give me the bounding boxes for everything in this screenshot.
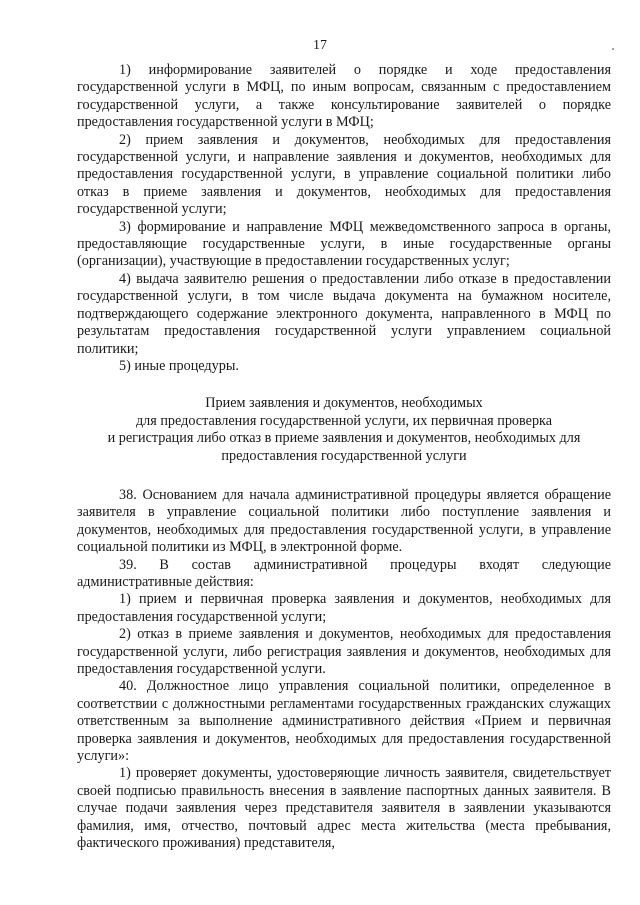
list-item-5: 5) иные процедуры.	[119, 357, 239, 374]
scan-speck	[612, 48, 614, 50]
heading-line-1: Прием заявления и документов, необходимых	[205, 395, 483, 412]
list-item-1: 1) информирование заявителей о порядке и ходе предоставления государственной услуги в МФЦ, по иным вопросам, связанным с предоставлением государственной услуги, а также консультирование заявителей о порядке предоставления государственной услуги в МФЦ;	[77, 62, 611, 131]
heading-line-3: и регистрация либо отказ в приеме заявления и документов, необходимых для	[107, 430, 581, 447]
list-item-3: 3) формирование и направление МФЦ межведомственного запроса в органы, предоставляющие государственные услуги, в иные государственные органы (организации), участвующие в предоставлении государственных услуг;	[77, 218, 611, 270]
heading-line-4: предоставления государственной услуги	[221, 447, 467, 464]
paragraph-40: 40. Должностное лицо управления социальной политики, определенное в соответствии с должностными регламентами государственных гражданских служащих ответственным за выполнение административного действия «Прием и первичная проверка заявления и документов, необходимых для предоставления государственной услуги»:	[77, 678, 611, 765]
paragraph-39-item-1: 1) прием и первичная проверка заявления и документов, необходимых для предоставления государственной услуги;	[77, 591, 611, 625]
document-body	[77, 62, 611, 852]
paragraph-38: 38. Основанием для начала административной процедуры является обращение заявителя в управление социальной политики либо поступление заявления и документов, необходимых для предоставления государственной услуги, в управление социальной политики из МФЦ, в электронной форме.	[77, 486, 611, 556]
heading-line-2: для предоставления государственной услуги, их первичная проверка	[135, 412, 553, 429]
list-item-2: 2) прием заявления и документов, необходимых для предоставления государственной услуги, и направление заявления и документов, необходимых для предоставления государственной услуги, в управление социальной политики либо отказ в приеме заявления и документов, необходимых для предоставления государственной услуги;	[77, 131, 611, 218]
page-number: 17	[313, 38, 327, 53]
list-item-4: 4) выдача заявителю решения о предоставлении либо отказе в предоставлении государственной услуги, в том числе выдача документа на бумажном носителе, подтверждающего содержание электронного документа, направленного в МФЦ по результатам предоставления государственной услуги управлением социальной политики;	[77, 270, 611, 357]
paragraph-39: 39. В состав административной процедуры входят следующие административные действия:	[77, 556, 611, 590]
section-heading	[77, 395, 611, 465]
paragraph-39-item-2: 2) отказ в приеме заявления и документов, необходимых для предоставления государственной услуги, либо регистрация заявления и документов, необходимых для предоставления государственной услуги.	[77, 626, 611, 677]
paragraph-40-item-1: 1) проверяет документы, удостоверяющие личность заявителя, свидетельствует своей подписью правильность внесения в заявление паспортных данных заявителя. В случае подачи заявления через представителя заявителя в заявлении указываются фамилия, имя, отчество, почтовый адрес места жительства (места пребывания, фактического проживания) представителя,	[77, 765, 611, 852]
